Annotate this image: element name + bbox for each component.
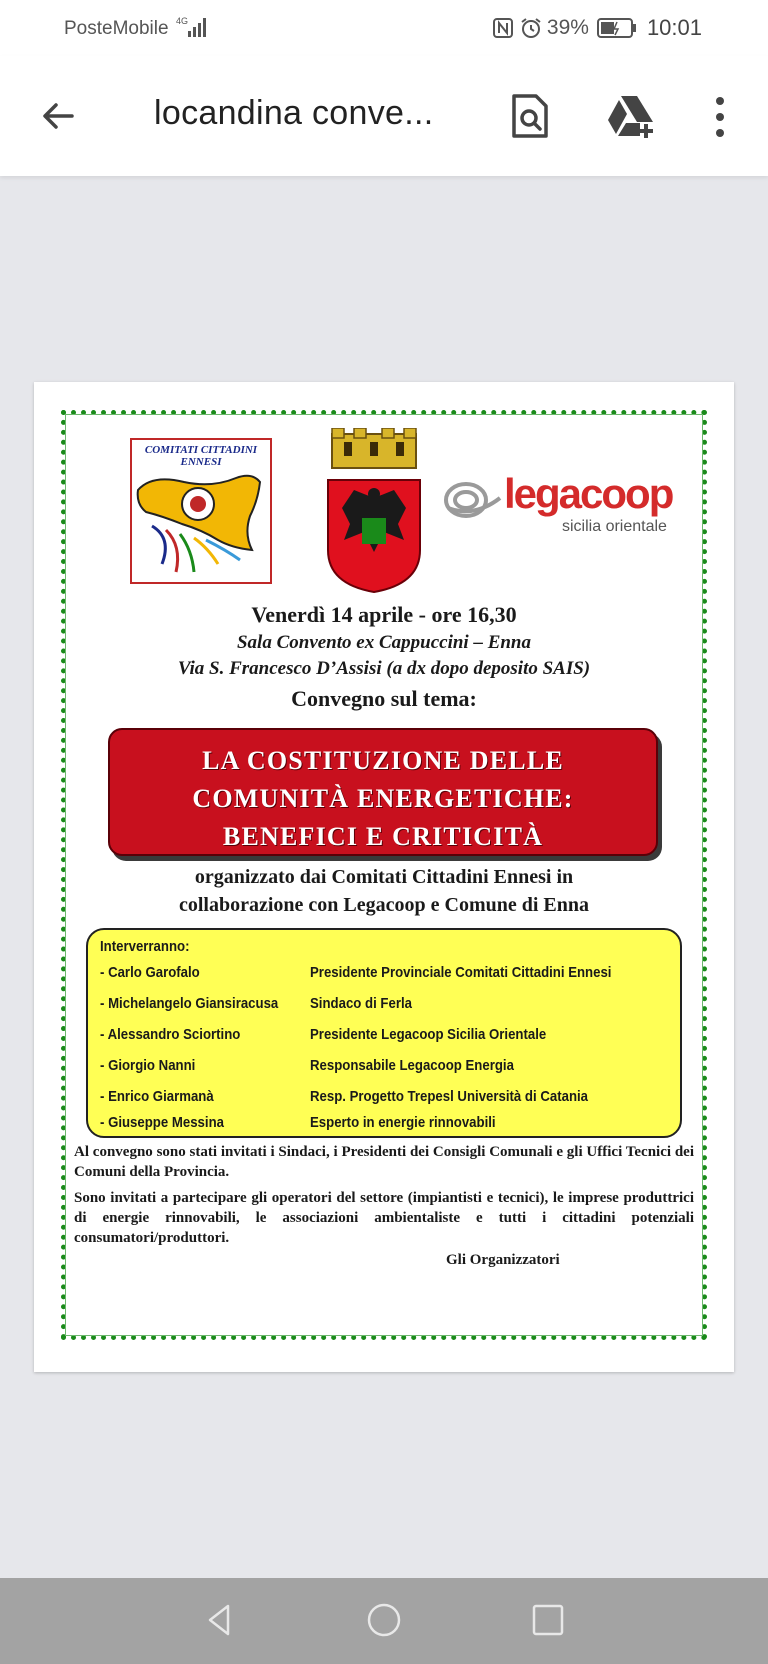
- speaker-name: - Enrico Giarmanà: [100, 1088, 214, 1105]
- speaker-role: Presidente Legacoop Sicilia Orientale: [310, 1026, 547, 1043]
- invitation-note: Al convegno sono stati invitati i Sindaci, i Presidenti dei Consigli Comunali e gli Uffici Tecnici dei Comuni della Provincia.: [74, 1144, 694, 1180]
- event-title-line: COMUNITÀ ENERGETICHE:: [192, 784, 574, 813]
- event-title-box: [108, 728, 658, 856]
- battery-percent: 39%: [546, 16, 589, 39]
- speakers-heading: Interverranno:: [100, 938, 190, 955]
- event-venue: Sala Convento ex Cappuccini – Enna: [236, 632, 532, 653]
- speaker-row: [88, 1026, 684, 1048]
- clock: 10:01: [646, 15, 702, 40]
- legacoop-subtitle: sicilia orientale: [562, 518, 667, 535]
- comitati-logo: [130, 438, 272, 584]
- speaker-name: - Giorgio Nanni: [100, 1057, 196, 1074]
- search-document-icon[interactable]: [508, 92, 552, 140]
- add-to-drive-icon[interactable]: [606, 94, 658, 140]
- legacoop-logo: [444, 470, 674, 540]
- legacoop-wordmark: legacoop: [504, 470, 673, 517]
- document-title: locandina conve...: [154, 94, 434, 132]
- alarm-icon: [519, 16, 543, 40]
- speaker-name: - Alessandro Sciortino: [100, 1026, 241, 1043]
- speaker-role: Responsabile Legacoop Energia: [310, 1057, 514, 1074]
- speaker-role: Sindaco di Ferla: [310, 995, 412, 1012]
- comitati-logo-text: COMITATI CITTADINI ENNESI: [144, 444, 258, 468]
- event-address: Via S. Francesco D’Assisi (a dx dopo deposito SAIS): [177, 658, 591, 679]
- organizers-signature: Gli Organizzatori: [446, 1252, 560, 1268]
- event-theme-intro: Convegno sul tema:: [291, 686, 477, 711]
- speaker-name: - Michelangelo Giansiracusa: [100, 995, 279, 1012]
- nav-recents-icon[interactable]: [528, 1600, 568, 1640]
- signal-icon: [176, 15, 212, 39]
- more-vert-icon[interactable]: [704, 94, 736, 140]
- event-title-line: BENEFICI E CRITICITÀ: [222, 822, 544, 851]
- battery-icon: [597, 17, 637, 39]
- legacoop-mark-icon: [444, 478, 502, 522]
- event-date: Venerdì 14 aprile - ore 16,30: [251, 602, 517, 627]
- app-bar: [0, 56, 768, 176]
- speaker-row: [88, 964, 684, 986]
- organizer-line: collaborazione con Legacoop e Comune di Enna: [178, 894, 589, 916]
- carrier-label: PosteMobile: [64, 18, 169, 39]
- enna-coat-of-arms-icon: [324, 428, 424, 596]
- system-nav-bar: [0, 1578, 768, 1664]
- status-bar: [0, 0, 768, 56]
- participation-note: Sono invitati a partecipare gli operatori del settore (impiantisti e tecnici), le imprese produttrici di energie rinnovabili, le associazioni ambientaliste e tutti i cittadini potenziali consumatori/produttori.: [74, 1190, 694, 1246]
- nfc-icon: [491, 16, 515, 40]
- nav-back-icon[interactable]: [200, 1600, 240, 1640]
- network-type-label: 4G: [176, 16, 189, 26]
- sicily-shape-icon: [132, 468, 270, 582]
- event-title-line: LA COSTITUZIONE DELLE: [202, 746, 564, 775]
- speaker-row: [88, 1057, 684, 1079]
- speaker-role: Esperto in energie rinnovabili: [310, 1114, 496, 1131]
- back-arrow-icon[interactable]: [36, 94, 80, 138]
- speaker-role: Resp. Progetto Trepesl Università di Catania: [310, 1088, 589, 1105]
- speaker-role: Presidente Provinciale Comitati Cittadini Ennesi: [310, 964, 612, 981]
- speaker-name: - Carlo Garofalo: [100, 964, 200, 981]
- speaker-row: [88, 1114, 684, 1136]
- speakers-box: [86, 928, 682, 1138]
- speaker-row: [88, 1088, 684, 1110]
- nav-home-icon[interactable]: [364, 1600, 404, 1640]
- document-page[interactable]: [34, 382, 734, 1372]
- speaker-name: - Giuseppe Messina: [100, 1114, 224, 1131]
- status-right-group: [491, 14, 768, 42]
- organizer-line: organizzato dai Comitati Cittadini Ennesi in: [194, 866, 574, 888]
- speaker-row: [88, 995, 684, 1017]
